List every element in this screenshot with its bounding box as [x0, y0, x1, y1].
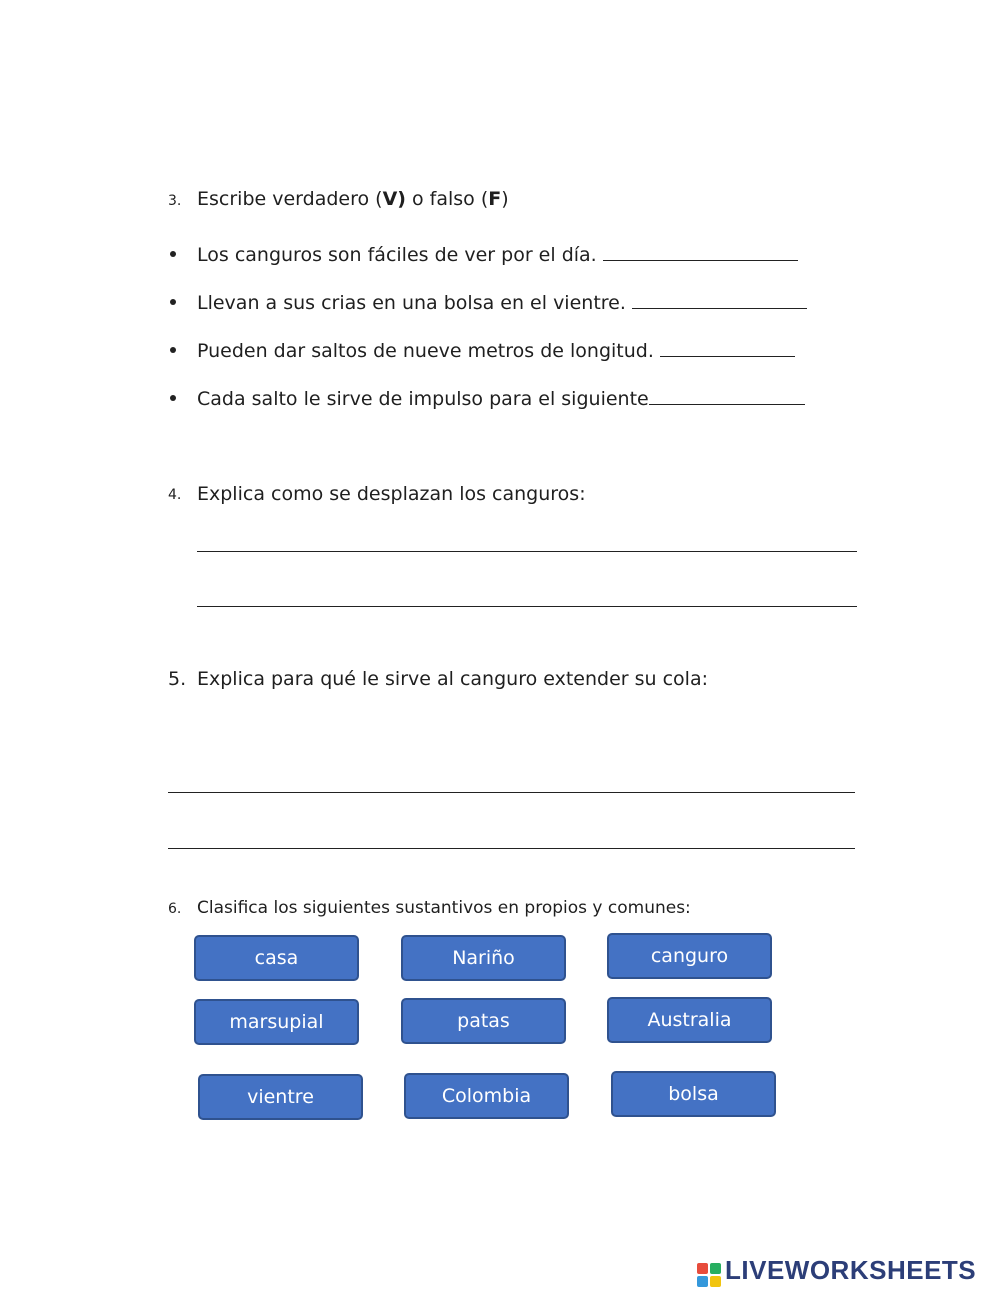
q3-item-text: Cada salto le sirve de impulso para el siguiente [197, 388, 649, 410]
q3-prompt-part: ) [501, 188, 509, 210]
q3-item [197, 290, 807, 314]
q5-prompt: Explica para qué le sirve al canguro extender su cola: [197, 668, 709, 690]
q6-number: 6. [168, 901, 182, 917]
q3-prompt-f: F [488, 188, 502, 210]
q3-item [197, 338, 795, 362]
q3-item-text: Llevan a sus crias en una bolsa en el vientre. [197, 292, 626, 314]
q3-number: 3. [168, 193, 182, 209]
q4-number: 4. [168, 487, 182, 503]
q4-prompt: Explica como se desplazan los canguros: [197, 483, 586, 505]
answer-blank[interactable] [649, 386, 805, 405]
q3-item [197, 242, 798, 266]
brand-name: LIVEWORKSHEETS [725, 1255, 977, 1285]
word-chip-colombia[interactable]: Colombia [404, 1073, 569, 1119]
q5-number: 5. [168, 668, 187, 690]
answer-blank[interactable] [632, 290, 807, 309]
answer-line[interactable] [197, 551, 857, 552]
word-chip-casa[interactable]: casa [194, 935, 359, 981]
q3-item [197, 386, 805, 410]
brand-logo[interactable] [697, 1255, 976, 1287]
q3-prompt [197, 188, 509, 210]
word-chip-canguro[interactable]: canguro [607, 933, 772, 979]
answer-blank[interactable] [660, 338, 795, 357]
bullet-icon [170, 299, 176, 305]
answer-line[interactable] [197, 606, 857, 607]
bullet-icon [170, 347, 176, 353]
word-chip-vientre[interactable]: vientre [198, 1074, 363, 1120]
word-chip-patas[interactable]: patas [401, 998, 566, 1044]
q3-item-text: Pueden dar saltos de nueve metros de longitud. [197, 340, 654, 362]
q3-prompt-part: o falso ( [405, 188, 489, 210]
bullet-icon [170, 251, 176, 257]
bullet-icon [170, 395, 176, 401]
word-chip-marsupial[interactable]: marsupial [194, 999, 359, 1045]
q6-prompt: Clasifica los siguientes sustantivos en propios y comunes: [197, 898, 691, 918]
word-chip-narino[interactable]: Nariño [401, 935, 566, 981]
answer-blank[interactable] [603, 242, 798, 261]
answer-line[interactable] [168, 792, 855, 793]
q3-prompt-part: Escribe verdadero ( [197, 188, 383, 210]
word-chip-bolsa[interactable]: bolsa [611, 1071, 776, 1117]
liveworksheets-logo-icon [697, 1263, 721, 1287]
word-chip-australia[interactable]: Australia [607, 997, 772, 1043]
q3-prompt-v: V) [382, 188, 406, 210]
answer-line[interactable] [168, 848, 855, 849]
q3-item-text: Los canguros son fáciles de ver por el día. [197, 244, 597, 266]
